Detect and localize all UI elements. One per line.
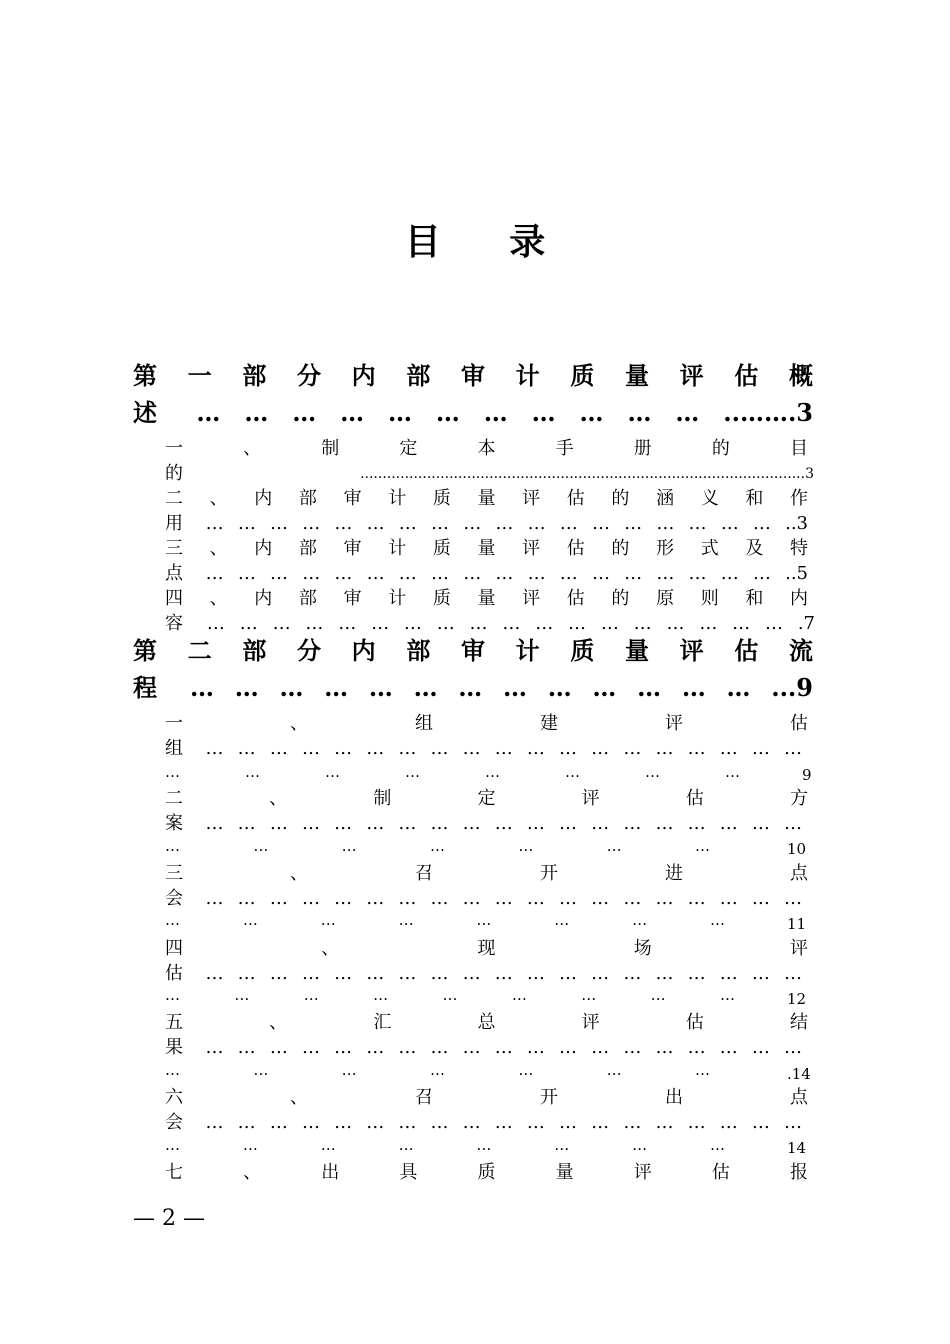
toc-part1-line2[interactable]: 述 … … … … … … … … … … … ..…….3 [133,398,813,427]
toc-p2-item4-page[interactable]: 12 [787,990,807,1008]
toc-p2-item5-page[interactable]: .14 [787,1065,811,1083]
toc-p2-item3-line2[interactable]: 会 … … … … … … … … … … … … … … … … … … … [165,888,802,909]
toc-p2-item1-line2[interactable]: 组 … … … … … … … … … … … … … … … … … … … [165,738,802,759]
toc-p2-item2-line2[interactable]: 案 … … … … … … … … … … … … … … … … … … … [165,813,802,834]
toc-part2-line1[interactable]: 第 二 部 分 内 部 审 计 质 量 评 估 流 [133,636,813,665]
toc-p2-item5-line2[interactable]: 果 … … … … … … … … … … … … … … … … … … … [165,1037,802,1058]
toc-p2-item5-line3[interactable]: … … … … … … … [165,1061,710,1079]
toc-p2-item2-page[interactable]: 10 [787,840,807,858]
toc-p2-item3-page[interactable]: 11 [787,915,807,933]
toc-p2-item2-line1[interactable]: 二 、 制 定 评 估 方 [165,788,808,809]
toc-p1-item4-line1[interactable]: 四 、 内 部 审 计 质 量 评 估 的 原 则 和 内 [165,588,808,609]
toc-part2-line2[interactable]: 程 … … … … … … … … … … … … … ...9 [133,673,813,702]
toc-p2-item6-line1[interactable]: 六 、 召 开 出 点 [165,1087,808,1108]
toc-p2-item2-line3[interactable]: … … … … … … … [165,837,710,855]
toc-p2-item4-line3[interactable]: … … … … … … … … … [165,986,735,1004]
toc-p2-item3-line3[interactable]: … … … … … … … … [165,911,725,929]
toc-p2-item1-page[interactable]: 9 [802,766,812,784]
toc-p2-item4-line2[interactable]: 估 … … … … … … … … … … … … … … … … … … … [165,963,802,984]
toc-p2-item6-line2[interactable]: 会 … … … … … … … … … … … … … … … … … … … [165,1112,802,1133]
toc-p1-item1-leader[interactable]: ....................................................................................................3 [360,466,814,482]
toc-p1-item2-line2[interactable]: 用 … … … … … … … … … … … … … … … … … … ..3 [165,513,808,534]
toc-p1-item1-line1[interactable]: 一 、 制 定 本 手 册 的 目 [165,438,808,459]
toc-p1-item4-line2[interactable]: 容 … … … … … … … … … … … … … … … … … … .7 [165,613,815,634]
page-number-footer: — 2 — [133,1206,205,1231]
toc-part1-line1[interactable]: 第 一 部 分 内 部 审 计 质 量 评 估 概 [133,361,813,390]
toc-p2-item6-line3[interactable]: … … … … … … … … [165,1136,725,1154]
toc-p2-item4-line1[interactable]: 四 、 现 场 评 [165,938,808,959]
toc-p2-item3-line1[interactable]: 三 、 召 开 进 点 [165,863,808,884]
toc-p2-item1-line3[interactable]: … … … … … … … … [165,763,740,781]
toc-p1-item3-line2[interactable]: 点 … … … … … … … … … … … … … … … … … … ..5 [165,563,808,584]
toc-p1-item2-line1[interactable]: 二 、 内 部 审 计 质 量 评 估 的 涵 义 和 作 [165,488,808,509]
toc-p2-item1-line1[interactable]: 一 、 组 建 评 估 [165,713,808,734]
page-title: 目 录 [404,221,574,263]
toc-p2-item6-page[interactable]: 14 [787,1139,807,1157]
toc-p1-item1-line2a[interactable]: 的 [165,463,183,484]
toc-p1-item3-line1[interactable]: 三 、 内 部 审 计 质 量 评 估 的 形 式 及 特 [165,538,808,559]
toc-p2-item5-line1[interactable]: 五 、 汇 总 评 估 结 [165,1012,808,1033]
toc-p2-item7-line1[interactable]: 七 、 出 具 质 量 评 估 报 [165,1162,808,1183]
